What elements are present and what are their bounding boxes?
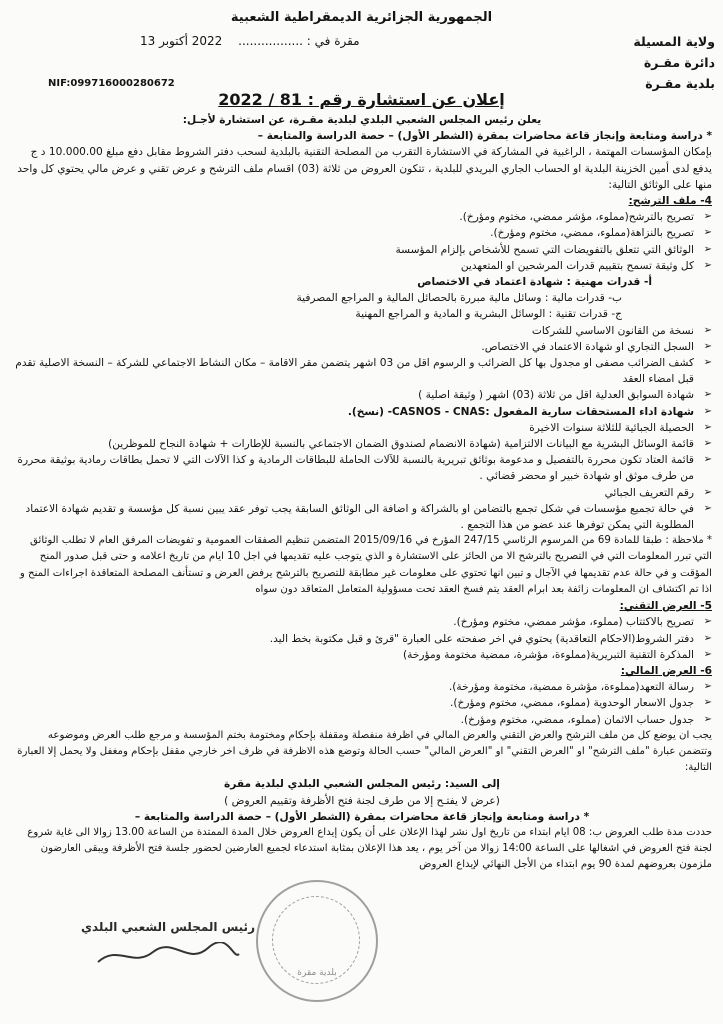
signature-title: رئيس المجلس الشعبي البلدي (81, 920, 255, 934)
list-item: ➢ تصريح بالنزاهة(مملوء، ممضي، مختوم ومؤرخ). (12, 225, 712, 241)
section-4-heading: 4- ملف الترشح: (628, 195, 712, 208)
deadline-paragraph: حددت مدة طلب العروض ب: 08 ايام ابتداء من تاريخ اول نشر لهذا الإعلان على أن يكون إيداع العروض خلال المدة الممتدة من الساعة 13.00 زوالا الى غاية شروع لجنة فتح العروض في اشغالها على الساعة 14:00 زوالا من آخر يوم ، يعد هذا الإعلان بمثابة استدعاء لجميع العارضين لحضور جلسة فتح الأظرفة ويبقى العارضون ملزمون بعروضهم لمدة 90 يوم ابتداء من الأجل النهائي لإيداع العروض (27, 826, 712, 871)
capacity-technical: ج- قدرات تقنية : الوسائل البشرية و المادية و المراجع المهنية (355, 308, 622, 321)
list-item: ➢ رقم التعريف الجبائي (12, 485, 712, 501)
place-date-label: مقرة في : ................. (238, 34, 360, 48)
list-item: ➢ الحصيلة الجبائية للثلاثة سنوات الاخيرة (12, 420, 712, 436)
list-item: ➢ المذكرة التقنية التبريرية(مملوءة، مؤشرة، ممضية مختومة ومؤرخة) (12, 647, 712, 663)
paragraph-1: بإمكان المؤسسات المهتمة ، الراغبية في المشاركة في الاستشارة التقرب من المصلحة التقنية بالبلدية لسحب دفتر الشروط مقابل دفع مبلغ 10.000.00 د ج يدفع لدى أمين الخزينة البلدية او الحساب الجاري البريدي للبلدية ، تتكون العروض من ثلاثة (03) اقسام ملف الترشح و عرض تقني و عرض مالي يحتوي كل واحد منها على الوثائق التالية: (17, 146, 712, 191)
list-item: ➢ رسالة التعهد(مملوءة، مؤشرة ممضية، مختومة ومؤرخة). (12, 679, 712, 695)
group-note: ➢ في حالة تجميع مؤسسات في شكل تجمع بالتضامن او بالشراكة و اضافة الى الوثائق السابقة يجب توفر عقد يبين نسبة كل مؤسسة و تقديم شهادة الاعتماد المطلوبة التي يمكن توفرها عند عضو من هذا التجمع . (12, 501, 712, 533)
section-5-heading: 5- العرض التقني: (619, 600, 712, 613)
list-item: ➢ جدول الاسعار الوحدوية (مملوء، ممضي، مختوم ومؤرخ). (12, 695, 712, 711)
list-item: ➢ قائمة الوسائل البشرية مع البيانات الالتزامية (شهادة الانضمام لصندوق الضمان الاجتماعي بالنسبة للإطارات + شهادة النجاح للموظرين) (12, 436, 712, 452)
capacity-financial: ب- قدرات مالية : وسائل مالية مبررة بالحصائل المالية و المراجع المصرفية (296, 292, 622, 305)
commune: بلدية مقـرة (645, 76, 715, 91)
capacity-professional: أ- قدرات مهنية : شهادة اعتماد في الاختصاص (417, 276, 652, 289)
subject: * دراسة ومتابعة وإنجاز قاعة محاضرات بمقرة (الشطر الأول) – حصة الدراسة والمتابعة – (257, 130, 712, 143)
list-item: ➢ السجل التجاري او شهادة الاعتماد في الاختصاص. (12, 339, 712, 355)
section-6-heading: 6- العرض المالي: (620, 664, 712, 677)
list-item: ➢ الوثائق التي تتعلق بالتفويضات التي تسمح للأشخاص بإلزام المؤسسة (12, 242, 712, 258)
list-item: ➢ تصريح بالترشح(مملوء، مؤشر ممضي، مختوم ومؤرخ). (12, 209, 712, 225)
nif-number: NIF:099716000280672 (48, 78, 175, 89)
list-item: ➢ شهادة السوابق العدلية اقل من ثلاثة (03) اشهر ( وثيقة اصلية ) (12, 387, 712, 403)
list-item: ➢ قائمة العتاد تكون محررة بالتفصيل و مدعومة بوثائق تبريرية بالنسبة للآلات الحاملة للبطاقات الرمادية و كذا الآلات التي لا تحمل بطاقات رمادية بوثيقة محررة من طرف موثق او شهادة خبير او محضر قضائي . (12, 452, 712, 484)
do-not-open: (عرض لا يفتـح إلا من طرف لجنة فتح الأظرفة وتقييم العروض ) (224, 794, 500, 807)
remark: * ملاحظة : طبقا للمادة 69 من المرسوم الرئاسي 247/15 المؤرخ في 2015/09/16 المتضمن تنظيم الصفقات العمومية و تفويضات المرفق العام لا تطلب الوثائق التي تبرر المعلومات التي في التصريح بالترشح الا من الحائز على الاستشارة و الذي يتوجب عليه تقديمها في اجل 10 ايام من تاريخ اعلامه و حتى قبل صدور المنح المؤقت و في حالة عدم تقديمها في الآجال و تبين انها تحتوي على معلومات غير مطابقة للتصريح بالترشح يرفض العرض و تستأنف المصلحة المتعاقدة اجراءات المنح و اذا تم اكتشاف ان المعلومات زائفة بعد ابرام العقد يتم فسخ العقد تحت مسؤولية المتعامل المتعاقد دون سواه (19, 535, 712, 595)
subject-repeat: * دراسة ومتابعة وإنجاز قاعة محاضرات بمقرة (الشطر الأول) – حصة الدراسة والمتابعة – (134, 810, 590, 823)
stamp-label: بلدية مقرة (297, 968, 337, 978)
wilaya: ولاية المسيلة (633, 34, 715, 49)
republic-heading: الجمهورية الجزائرية الديمقراطية الشعبية (230, 10, 493, 25)
official-stamp-icon (256, 880, 378, 1002)
daira: دائرة مقـرة (643, 55, 715, 70)
list-item: ➢ دفتر الشروط(الاحكام التعاقدية) يحتوي في اخر صفحته على العبارة "قرئ و قبل مكتوبة بخط اليد. (12, 631, 712, 647)
list-item: ➢ كشف الضرائب مصفى او مجدول بها كل الضرائب و الرسوم اقل من 03 اشهر يتضمن مقر الاقامة – مكان النشاط الاجتماعي للشركة – النسخة الاصلية تقدم قبل امضاء العقد (12, 355, 712, 387)
list-item: ➢ تصريح بالاكتتاب (مملوء، مؤشر ممضي، مختوم ومؤرخ). (12, 614, 712, 630)
list-item: ➢ جدول حساب الاثمان (مملوء، ممضي، مختوم ومؤرخ). (12, 712, 712, 728)
signature-scribble-icon (93, 942, 243, 970)
list-item: ➢ نسخة من القانون الاساسي للشركات (12, 323, 712, 339)
signature-block (78, 920, 258, 970)
envelope-instructions: يجب ان يوضع كل من ملف الترشح والعرض التقني والعرض المالي في اظرفة منفصلة ومقفلة بإحكام ومختومة بختم المؤسسة و مرجع طلب العرض وموضوعه وتتضمن عبارة "ملف الترشح" او "العرض التقني" او "العرض المالي" حسب الحالة وتوضع هذه الاظرفة في ظرف اخر خارجي مقفل بإحكام ومغفل ولا يحمل إلا العبارة التالية: (17, 729, 712, 774)
date-stamp: 2022 أكتوبر 13 (140, 34, 223, 48)
list-item: ➢ شهادة اداء المستحقات سارية المفعول :CASNOS - CNAS- (نسخ). (12, 404, 712, 420)
announcement-title: إعلان عن استشارة رقم : 81 / 2022 (218, 90, 505, 109)
list-item: ➢ كل وثيقة تسمح بتقييم قدرات المرشحين او المتعهدين (12, 258, 712, 274)
administration-block (575, 31, 715, 94)
announcement-body (12, 112, 712, 874)
addressee: إلى السيد: رئيس المجلس الشعبي البلدي لبلدية مقرة (224, 778, 500, 791)
intro: يعلن رئيس المجلس الشعبي البلدي لبلدية مقـرة، عن استشارة لأجـل: (182, 114, 542, 126)
place-date (140, 34, 360, 48)
